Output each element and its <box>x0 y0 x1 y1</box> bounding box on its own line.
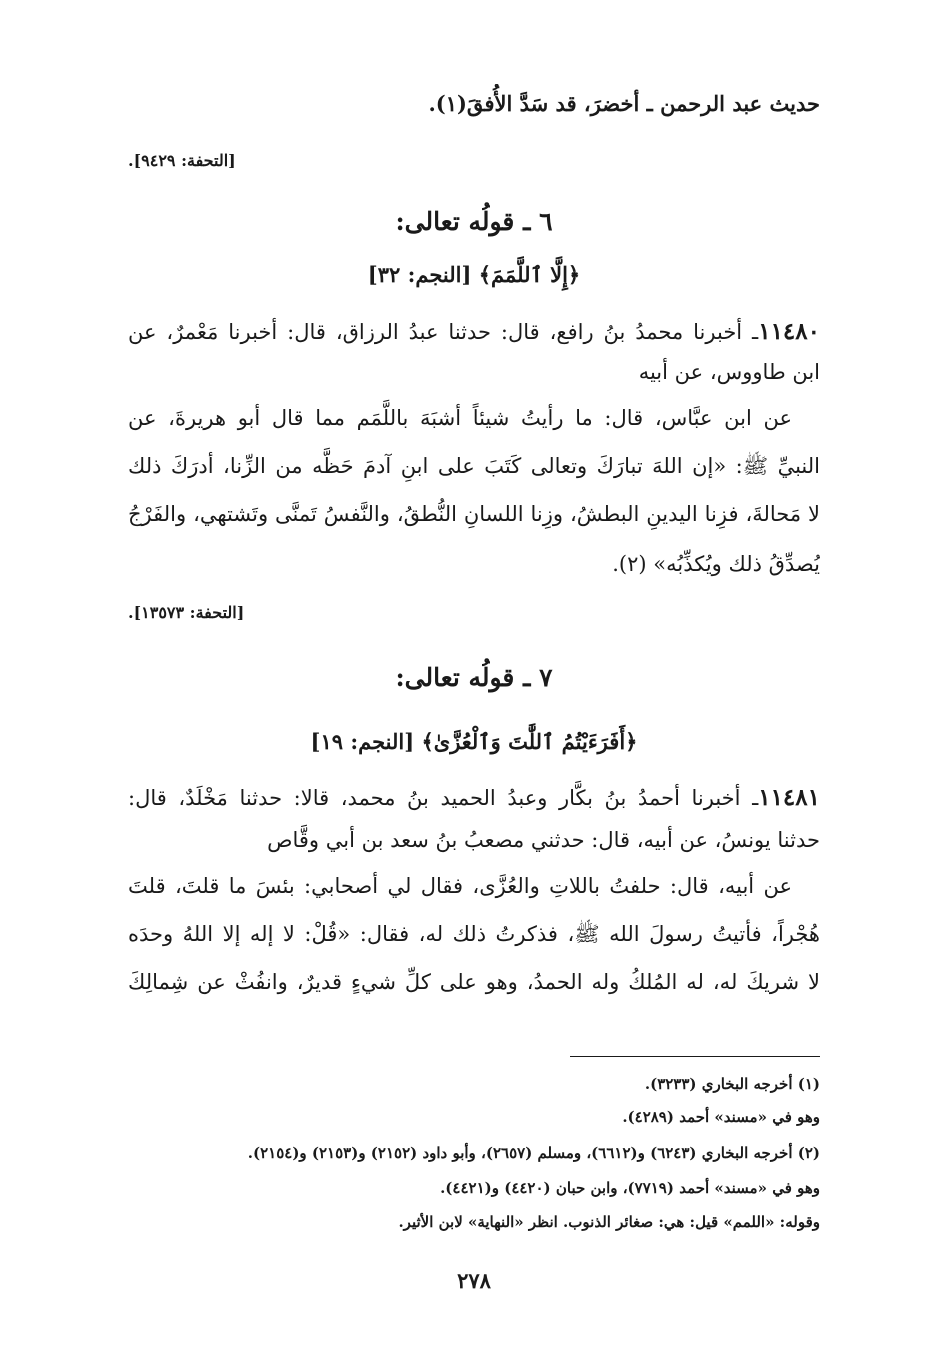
footnote-1-line-1: (١) أخرجه البخاري (٣٢٣٣). <box>644 1075 820 1093</box>
hadith-1480-line-6: يُصدِّقُ ذلك ويُكذِّبُه» (٢). <box>612 552 820 576</box>
hadith-1480-line-5: لا مَحالةَ، فزِنا اليدينِ البطشُ، وزِنا اللسانِ النُّطقُ، والنَّفسُ تَمنَّى وتَشتهي، والفَرْجُ <box>128 502 820 526</box>
hadith-1481-line-1 <box>128 778 820 818</box>
hadith-text: ـ أخبرنا أحمدُ بنُ بكَّار وعبدُ الحميد بنُ محمد، قالا: حدثنا مَخْلَدٌ، قال: <box>128 786 759 810</box>
hadith-number: ١١٤٨٠ <box>758 318 820 345</box>
hadith-1480-line-3: عن ابن عبَّاس، قال: ما رأيتُ شيئاً أشبَهَ باللَّمَم مما قال أبو هريرةَ، عن <box>128 406 792 430</box>
footnote-separator <box>570 1056 820 1057</box>
page-number: ٢٧٨ <box>457 1268 491 1293</box>
verse-reference: [النجم: ١٩] <box>310 729 415 754</box>
hadith-1481-line-5: لا شريكَ له، له المُلكُ وله الحمدُ، وهو على كلِّ شيءٍ قديرٌ، وانفُثْ عن شِمالِكَ <box>128 970 820 994</box>
hadith-text: ـ أخبرنا محمدُ بنُ رافع، قال: حدثنا عبدُ الرزاق، قال: أخبرنا مَعْمرٌ، عن <box>128 320 759 344</box>
hadith-number: ١١٤٨١ <box>758 784 820 811</box>
intro-line: حديث عبد الرحمن ـ أخضرَ، قد سَدَّ الأُفقَ(١). <box>428 91 820 116</box>
hadith-1480-line-4: النبيِّ ﷺ: «إن اللهَ تبارَكَ وتعالى كَتَبَ على ابنِ آدمَ حَظَّه من الزِّنا، أدرَكَ ذلك <box>128 454 820 478</box>
hadith-1481-line-2: حدثنا يونسُ، عن أبيه، قال: حدثني مصعبُ بنُ سعد بن أبي وقَّاص <box>267 828 820 852</box>
hadith-1480-line-2: ابن طاووس، عن أبيه <box>638 360 820 384</box>
hadith-1481-line-3: عن أبيه، قال: حلفتُ باللاتِ والعُزَّى، فقال لي أصحابي: بئسَ ما قلتَ، قلتَ <box>128 874 792 898</box>
section-7-verse-line <box>128 722 820 762</box>
hadith-1481-line-4: هُجْراً، فأتيتُ رسولَ الله ﷺ، فذكرتُ ذلك له، فقال: «قُلْ: لا إله إلا اللهُ وحدَه <box>128 922 820 946</box>
section-6-verse-line <box>128 255 820 295</box>
quran-verse: ﴿إِلَّا ٱللَّمَمَ﴾ <box>478 262 581 287</box>
section-6-heading: ٦ ـ قولُه تعالى: <box>395 207 553 236</box>
footnote-2-line-2: وهو في «مسند» أحمد (٧٧١٩)، وابن حبان (٤٤٢٠) و(٤٤٢١). <box>440 1179 820 1197</box>
footnote-2-line-3: وقوله: «اللمم» قيل: هي: صغائر الذنوب. انظر «النهاية» لابن الأثير. <box>398 1213 820 1231</box>
verse-reference: [النجم: ٣٢] <box>367 262 472 287</box>
hadith-1480-line-1 <box>128 312 820 352</box>
tuhfa-reference-1: [التحفة: ٩٤٢٩]. <box>128 151 236 170</box>
section-7-heading: ٧ ـ قولُه تعالى: <box>395 663 553 692</box>
tuhfa-reference-2: [التحفة: ١٣٥٧٣]. <box>128 603 245 622</box>
quran-verse: ﴿أَفَرَءَيْتُمُ ٱللَّٰتَ وَٱلْعُزَّىٰ﴾ <box>421 729 638 754</box>
footnote-1-line-2: وهو في «مسند» أحمد (٤٢٨٩). <box>622 1108 820 1126</box>
footnote-2-line-1: (٢) أخرجه البخاري (٦٢٤٣) و(٦٦١٢)، ومسلم (٢٦٥٧)، وأبو داود (٢١٥٢) و(٢١٥٣) و(٢١٥٤). <box>247 1144 820 1162</box>
